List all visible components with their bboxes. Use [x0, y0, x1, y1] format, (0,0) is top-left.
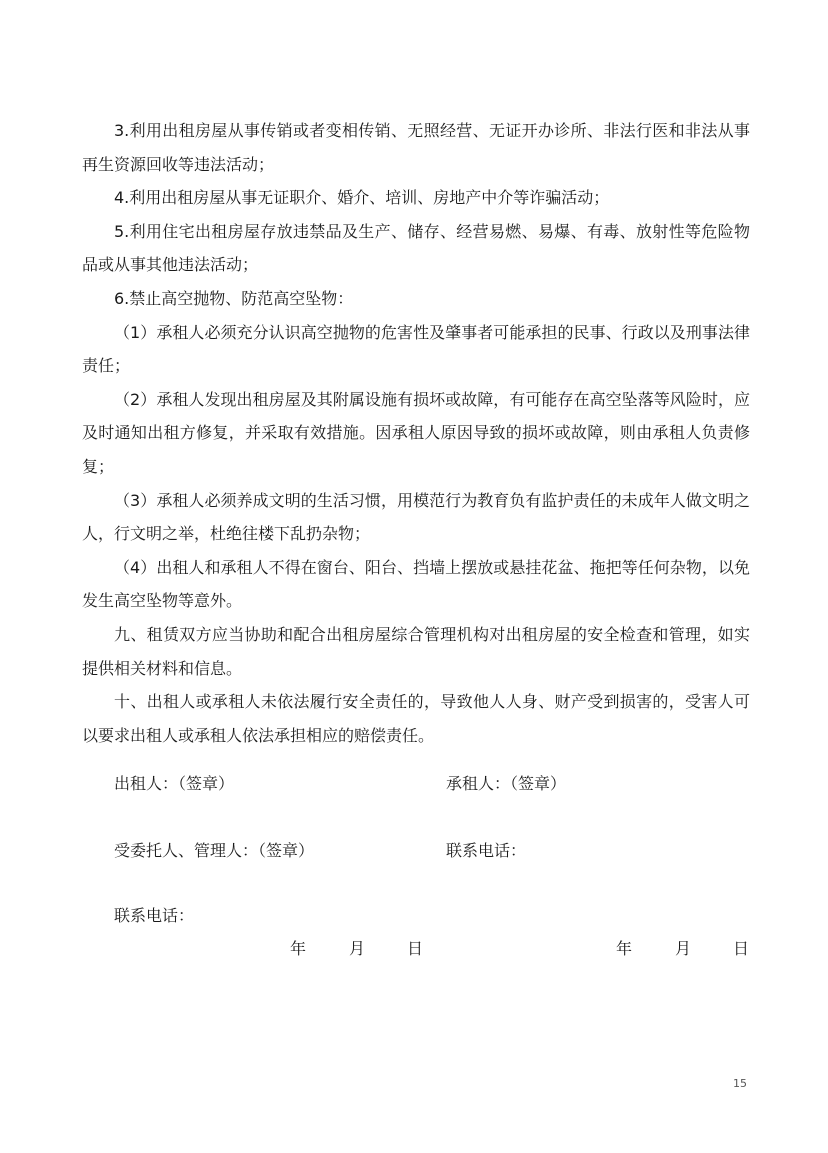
date-day-right: 日 — [733, 939, 750, 958]
clause-4: 4.利用出租房屋从事无证职介、婚介、培训、房地产中介等诈骗活动； — [114, 188, 610, 208]
date-year-left: 年 — [290, 939, 307, 958]
lessor-signature-label: 出租人：（签章） — [114, 774, 235, 793]
agent-phone-label: 联系电话： — [114, 906, 195, 925]
page-number: 15 — [733, 1077, 747, 1090]
article-10: 十、出租人或承租人未依法履行安全责任的，导致他人人身、财产受到损害的，受害人可以要求出租人或承租人依法承担相应的赔偿责任。 — [82, 692, 750, 745]
clause-list — [82, 114, 750, 752]
clause-6-2: （2）承租人发现出租房屋及其附属设施有损坏或故障，有可能存在高空坠落等风险时，应及时通知出租方修复，并采取有效措施。因承租人原因导致的损坏或故障，则由承租人负责修复； — [82, 389, 750, 476]
clause-6: 6.禁止高空抛物、防范高空坠物： — [114, 288, 354, 308]
clause-6-1: （1）承租人必须充分认识高空抛物的危害性及肇事者可能承担的民事、行政以及刑事法律责任； — [82, 322, 750, 376]
lessee-signature-label: 承租人：（签章） — [446, 774, 567, 793]
date-year-right: 年 — [616, 939, 633, 958]
clause-5: 5.利用住宅出租房屋存放违禁品及生产、储存、经营易燃、易爆、有毒、放射性等危险物品或从事其他违法活动； — [82, 221, 750, 275]
article-9: 九、租赁双方应当协助和配合出租房屋综合管理机构对出租房屋的安全检查和管理，如实提供相关材料和信息。 — [82, 624, 750, 678]
date-month-right: 月 — [675, 939, 692, 958]
agent-signature-label: 受委托人、管理人：（签章） — [114, 841, 315, 860]
clause-3: 3.利用出租房屋从事传销或者变相传销、无照经营、无证开办诊所、非法行医和非法从事再生资源回收等违法活动； — [82, 121, 750, 174]
date-month-left: 月 — [349, 939, 366, 958]
date-day-left: 日 — [407, 939, 424, 958]
clause-6-3: （3）承租人必须养成文明的生活习惯，用模范行为教育负有监护责任的未成年人做文明之人，行文明之举，杜绝往楼下乱扔杂物； — [82, 490, 750, 544]
clause-6-4: （4）出租人和承租人不得在窗台、阳台、挡墙上摆放或悬挂花盆、拖把等任何杂物，以免发生高空坠物等意外。 — [82, 557, 750, 611]
lessee-phone-label: 联系电话： — [446, 841, 527, 860]
